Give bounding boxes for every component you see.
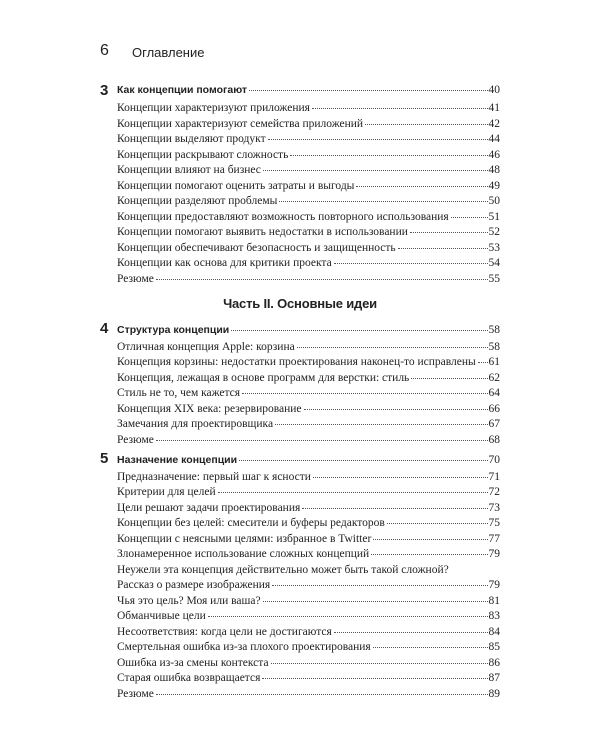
dot-leader <box>249 89 487 91</box>
toc-entry[interactable] <box>117 178 500 194</box>
entry-title: Концепции помогают оценить затраты и выгоды <box>117 179 355 192</box>
entry-title-continued: Рассказ о размере изображения <box>117 579 271 591</box>
dot-leader <box>373 646 488 648</box>
page-ref: 79 <box>488 579 500 591</box>
page-ref: 62 <box>488 371 500 384</box>
dot-leader <box>263 169 488 171</box>
page-ref: 73 <box>488 501 500 514</box>
part-heading: Часть II. Основные идеи <box>223 296 377 311</box>
page-ref: 40 <box>488 84 500 96</box>
dot-leader <box>218 491 488 493</box>
page-ref: 54 <box>488 257 500 269</box>
dot-leader <box>371 553 487 555</box>
entry-title: Концепции влияют на бизнес <box>117 164 261 176</box>
dot-leader <box>313 476 488 478</box>
toc-entry[interactable] <box>117 484 500 500</box>
entry-title: Концепции характеризуют приложения <box>117 102 310 114</box>
dot-leader <box>387 522 488 524</box>
dot-leader <box>268 138 488 140</box>
toc-entry[interactable] <box>117 255 500 271</box>
entry-title: Концепции без целей: смесители и буферы редакторов <box>117 517 385 529</box>
page-ref: 42 <box>488 117 500 130</box>
dot-leader <box>290 154 487 156</box>
entry-title: Резюме <box>117 687 154 700</box>
page-ref: 48 <box>488 164 500 176</box>
dot-leader <box>239 459 487 461</box>
page-ref: 61 <box>488 356 500 368</box>
dot-leader <box>156 278 488 280</box>
chapter-title: Как концепции помогают <box>117 84 248 96</box>
entry-title: Концепции с неясными целями: избранное в Twitter <box>117 532 372 545</box>
dot-leader <box>365 123 487 125</box>
chapter-title: Назначение концепции <box>117 454 238 466</box>
page-ref: 71 <box>488 470 500 483</box>
toc-entry[interactable] <box>117 271 500 287</box>
dot-leader <box>271 662 488 664</box>
page-number: 6 <box>100 42 109 59</box>
entry-title: Несоответствия: когда цели не достигаются <box>117 625 332 638</box>
chapter-number: 3 <box>100 82 109 99</box>
page-ref: 87 <box>488 672 500 684</box>
entry-title: Концепции разделяют проблемы <box>117 195 278 207</box>
entry-title: Замечания для проектировщика <box>117 418 274 430</box>
entry-title: Ошибка из-за смены контекста <box>117 656 269 669</box>
entry-title: Концепции как основа для критики проекта <box>117 257 332 269</box>
entry-title: Концепция корзины: недостатки проектирования наконец-то исправлены <box>117 356 476 368</box>
toc-entry[interactable] <box>117 608 500 624</box>
entry-title: Старая ошибка возвращается <box>117 672 261 684</box>
toc-entry[interactable] <box>117 116 500 132</box>
dot-leader <box>312 107 488 109</box>
page-ref: 68 <box>488 433 500 446</box>
page-ref: 89 <box>488 687 500 700</box>
toc-entry[interactable] <box>117 469 500 485</box>
dot-leader <box>410 231 488 233</box>
entry-title: Неужели эта концепция действительно может быть такой сложной? <box>117 563 449 576</box>
toc-entry[interactable] <box>117 147 500 163</box>
page-ref: 58 <box>488 340 500 353</box>
entry-title: Обманчивые цели <box>117 610 206 622</box>
toc-entry[interactable] <box>117 193 500 209</box>
dot-leader <box>334 262 488 264</box>
page-ref: 72 <box>488 486 500 498</box>
toc-entry[interactable] <box>117 162 500 178</box>
toc-entry[interactable] <box>117 432 500 448</box>
page-ref: 52 <box>488 226 500 238</box>
toc-entry[interactable] <box>117 100 500 116</box>
toc-entry[interactable] <box>117 354 500 370</box>
entry-title: Резюме <box>117 272 154 285</box>
entry-title: Отличная концепция Apple: корзина <box>117 340 295 353</box>
page-ref: 81 <box>488 594 500 607</box>
entry-title: Чья это цель? Моя или ваша? <box>117 594 261 607</box>
dot-leader <box>302 507 487 509</box>
toc-entry[interactable] <box>117 416 500 432</box>
page-ref: 86 <box>488 656 500 669</box>
toc-entry[interactable] <box>117 546 500 562</box>
page-ref: 67 <box>488 418 500 430</box>
entry-title: Концепции помогают выявить недостатки в использовании <box>117 226 408 238</box>
toc-entry[interactable] <box>117 531 500 547</box>
toc-entry[interactable] <box>117 401 500 417</box>
toc-entry[interactable] <box>117 515 500 531</box>
toc-entry[interactable] <box>117 593 500 609</box>
dot-leader <box>231 329 487 331</box>
dot-leader <box>334 631 488 633</box>
running-title: Оглавление <box>132 45 205 60</box>
chapter-title-row[interactable] <box>117 82 500 98</box>
page-ref: 75 <box>488 517 500 529</box>
chapter-number: 4 <box>100 320 109 337</box>
dot-leader <box>208 615 488 617</box>
page-ref: 77 <box>488 532 500 545</box>
toc-entry[interactable] <box>117 131 500 147</box>
entry-title: Концепции выделяют продукт <box>117 133 266 145</box>
page-ref: 44 <box>488 133 500 145</box>
dot-leader <box>478 361 488 363</box>
dot-leader <box>373 538 487 540</box>
chapter-title-row[interactable] <box>117 322 500 338</box>
toc-entry[interactable] <box>117 240 500 256</box>
dot-leader <box>242 392 487 394</box>
dot-leader <box>272 584 487 586</box>
dot-leader <box>262 677 487 679</box>
page-ref: 66 <box>488 402 500 415</box>
dot-leader <box>356 185 487 187</box>
entry-title: Предназначение: первый шаг к ясности <box>117 470 311 483</box>
dot-leader <box>279 200 487 202</box>
entry-title: Резюме <box>117 433 154 446</box>
toc-entry-first-line[interactable] <box>117 562 500 578</box>
page-ref: 41 <box>488 102 500 114</box>
entry-title: Концепция XIX века: резервирование <box>117 402 302 415</box>
dot-leader <box>398 247 488 249</box>
page-ref: 58 <box>488 324 500 336</box>
entry-title: Концепции характеризуют семейства приложений <box>117 117 364 130</box>
toc-entry[interactable] <box>117 686 500 702</box>
toc-entry[interactable] <box>117 624 500 640</box>
page-ref: 55 <box>488 272 500 285</box>
entry-title: Цели решают задачи проектирования <box>117 501 301 514</box>
entry-title: Концепции раскрывают сложность <box>117 148 289 161</box>
entry-title: Стиль не то, чем кажется <box>117 387 241 399</box>
toc-entry[interactable] <box>117 655 500 671</box>
entry-title: Критерии для целей <box>117 486 216 498</box>
page-ref: 84 <box>488 625 500 638</box>
dot-leader <box>263 600 488 602</box>
page-ref: 51 <box>488 210 500 223</box>
entry-title: Концепция, лежащая в основе программ для верстки: стиль <box>117 371 410 384</box>
chapter-title: Структура концепции <box>117 324 230 336</box>
entry-title: Концепции обеспечивают безопасность и защищенность <box>117 241 396 254</box>
chapter-number: 5 <box>100 450 109 467</box>
toc-entry[interactable] <box>117 339 500 355</box>
chapter-title-row[interactable] <box>117 452 500 468</box>
toc-entry[interactable] <box>117 370 500 386</box>
dot-leader <box>451 216 488 218</box>
toc-entry[interactable] <box>117 224 500 240</box>
entry-title: Злонамеренное использование сложных концепций <box>117 548 370 560</box>
page-ref: 53 <box>488 241 500 254</box>
entry-title: Смертельная ошибка из-за плохого проектирования <box>117 641 371 653</box>
dot-leader <box>304 408 488 410</box>
dot-leader <box>156 693 488 695</box>
dot-leader <box>156 439 488 441</box>
toc-entry-continuation[interactable] <box>117 577 500 593</box>
page-ref: 79 <box>488 548 500 560</box>
page-ref: 64 <box>488 387 500 399</box>
page-ref: 49 <box>488 179 500 192</box>
page-ref: 70 <box>488 454 500 466</box>
toc-entry[interactable] <box>117 639 500 655</box>
toc-entry[interactable] <box>117 209 500 225</box>
toc-entry[interactable] <box>117 670 500 686</box>
dot-leader <box>297 346 488 348</box>
dot-leader <box>275 423 487 425</box>
page-ref: 83 <box>488 610 500 622</box>
entry-title: Концепции предоставляют возможность повторного использования <box>117 210 449 223</box>
dot-leader <box>411 377 487 379</box>
page-ref: 50 <box>488 195 500 207</box>
toc-entry[interactable] <box>117 500 500 516</box>
page-ref: 46 <box>488 148 500 161</box>
toc-entry[interactable] <box>117 385 500 401</box>
page-ref: 85 <box>488 641 500 653</box>
